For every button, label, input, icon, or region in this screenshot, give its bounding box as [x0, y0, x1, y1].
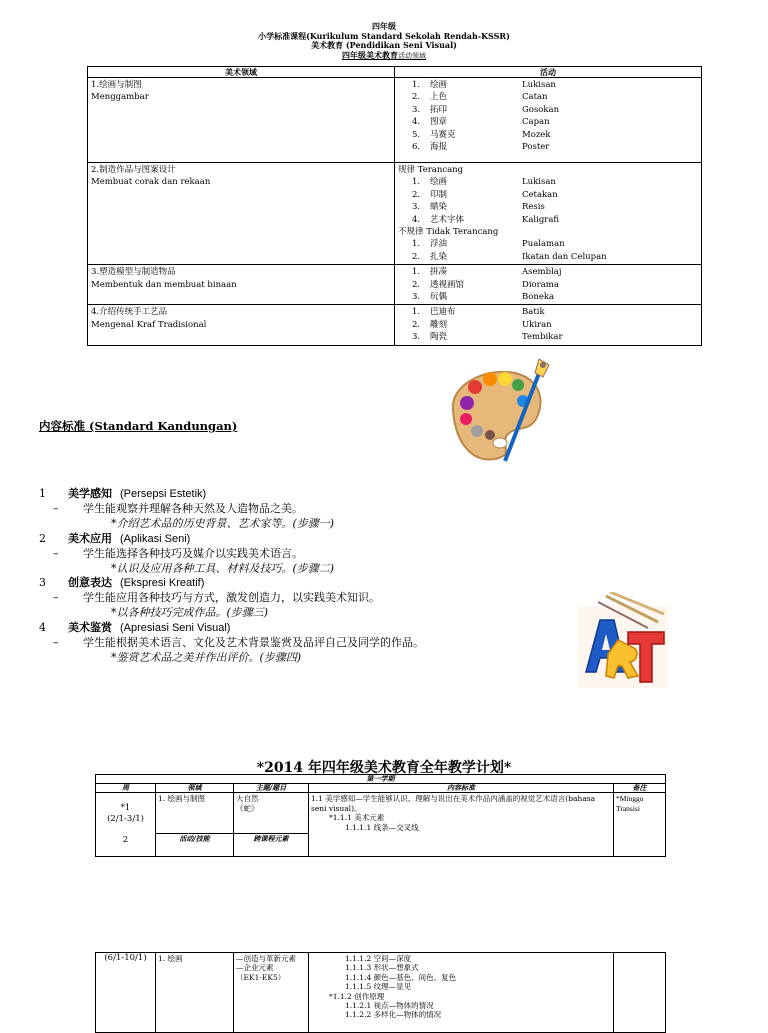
standard-subitem: 1.1.1.4 颜色—基色、间色、复色: [345, 972, 457, 982]
col-header-theme: 主题/题目: [234, 784, 309, 793]
activity-item: 2. 上色 Catan: [412, 92, 548, 103]
header-activity-areas: [0, 51, 768, 62]
standard-description: 学生能选择各种技巧及媒介以实践美术语言。: [83, 546, 303, 560]
header-subject-grade: 四年级美术教育: [342, 49, 398, 60]
activity-item: 2. 扎染 Ikatan dan Celupan: [412, 251, 607, 262]
header-curriculum: 小学标准课程(Kurikulum Standard Sekolah Rendah-KSSR): [258, 30, 510, 41]
standard-subitem: 1.1.1.2 空间—深度: [345, 954, 412, 963]
activity-item: 2. 透视画馆 Diorama: [412, 279, 559, 290]
domain-name-ml: Membuat corak dan rekaan: [91, 177, 211, 188]
col-header-standard: 内容标准: [309, 784, 614, 793]
table-row: [88, 78, 702, 163]
standard-note: *介绍艺术品的历史背景、艺术家等。(步骤一): [111, 516, 335, 530]
activity-item: 1. 绘画 Lukisan: [412, 80, 556, 90]
domain-cell: [88, 305, 395, 345]
standard-description: 学生能根据美术语言、文化及艺术背景鉴赏及品评自己及同学的作品。: [83, 636, 424, 650]
remark-cell: [614, 793, 666, 857]
standard-text: 1.1 美学感知—学生能够认识、理解与说出在美术作品内涵盖的视觉艺术语言(bahasa seni visual)。: [311, 794, 596, 813]
table-row: [96, 953, 666, 1033]
content-standard-title: 内容标准 (Standard Kandungan): [39, 419, 238, 433]
area-name: 1. 绘画与制图: [158, 794, 206, 803]
col-header-area: 领域: [156, 784, 234, 793]
week-dates: (2/1-3/1): [107, 814, 144, 824]
remark-text: *Minggu Transisi: [616, 794, 644, 813]
teaching-plan-table-continued: [95, 952, 666, 1033]
theme-cell: [234, 793, 309, 857]
activity-group-label: 不规律 Tidak Terancang: [398, 227, 499, 238]
activity-item: 3. 拓印 Gosokan: [412, 104, 560, 115]
table-header-row: [88, 67, 702, 78]
domain-cell: [88, 265, 395, 305]
standard-number: 4: [39, 621, 46, 635]
activity-cell: [395, 305, 702, 345]
teaching-plan-table: [95, 774, 666, 857]
domain-name-cn: 1.绘画与制图: [91, 80, 142, 90]
standard-name-ml: (Apresiasi Seni Visual): [120, 622, 231, 635]
sub-header-activity-skill: 活动/技能: [156, 833, 233, 844]
activity-item: 2. 印制 Cetakan: [412, 189, 558, 200]
activity-item: 2. 雕刻 Ukiran: [412, 319, 552, 330]
remark-cell: [614, 953, 666, 1033]
standard-name-cn: 创意表达: [68, 576, 112, 590]
domain-cell: [88, 78, 395, 163]
domain-cell: [88, 163, 395, 265]
standard-subitem: 1.1.2.2 多样化—物体的情况: [345, 1010, 442, 1020]
art-letters-icon: [578, 592, 668, 688]
art-domain-table: [87, 66, 702, 346]
theme-title: 《蛇》: [236, 803, 259, 813]
standard-item: 2 美术应用 (Aplikasi Seni) – 学生能选择各种技巧及媒介以实践美术语言。 *认识及应用各种工具、材料及技巧。(步骤二): [39, 532, 559, 577]
standard-name-cn: 美术应用: [68, 531, 112, 545]
domain-name-cn: 2.制造作品与图案设计: [91, 165, 176, 175]
element-item: —创造与革新元素: [236, 954, 296, 963]
standard-item: 1 美学感知 (Persepsi Estetik) – 学生能观察并理解各种天然及人造物品之美。 *介绍艺术品的历史背景、艺术家等。(步骤一): [39, 487, 559, 532]
standard-description: 学生能观察并理解各种天然及人造物品之美。: [83, 501, 303, 515]
header-grade: 四年级: [372, 21, 396, 31]
activity-item: 3. 玩偶 Boneka: [412, 292, 555, 303]
activity-cell: [395, 163, 702, 265]
standard-name-ml: (Ekspresi Kreatif): [120, 577, 205, 590]
plan-title: *2014 年四年级美术教育全年教学计划*: [256, 760, 512, 776]
activity-item: 1. 绘画 Lukisan: [412, 177, 556, 188]
activity-cell: [395, 265, 702, 305]
standard-subitem: *1.1.2 创作原理: [329, 991, 385, 1001]
col-header-week: 周: [96, 784, 156, 793]
activity-item: 1. 巴迪布 Batik: [412, 307, 545, 318]
standard-name-ml: (Persepsi Estetik): [120, 488, 207, 500]
element-item: （EK1-EK5）: [236, 972, 286, 982]
week-cell: [96, 953, 156, 1033]
domain-name-ml: Mengenal Kraf Tradisional: [91, 319, 207, 330]
table-row: [88, 163, 702, 265]
sub-header-cross-curriculum: 跨课程元素: [234, 833, 308, 844]
standards-list: [39, 487, 559, 666]
standard-note: *以各种技巧完成作品。(步骤三): [111, 606, 269, 620]
activity-item: 1. 拼凑 Asemblaj: [412, 267, 562, 278]
col-header-remark: 备注: [614, 784, 666, 793]
area-cell: [156, 953, 234, 1033]
art-letters-image: [578, 592, 668, 688]
standard-subitem: *1.1.1 美术元素: [329, 813, 385, 822]
elements-cell: [234, 953, 309, 1033]
table-row: [88, 305, 702, 345]
document-header: [0, 22, 768, 61]
activity-group-label: 规律 Terancang: [398, 165, 464, 175]
standard-subitem: 1.1.1.1 线条—交叉线: [345, 822, 419, 832]
standard-name-cn: 美术鉴赏: [68, 621, 112, 635]
standard-name-cn: 美学感知: [68, 487, 112, 500]
standard-number: 2: [39, 531, 46, 545]
activity-item: 4. 艺术字体 Kaligrafi: [412, 214, 560, 225]
standard-description: 学生能应用各种技巧与方式，激发创造力，以实践美术知识。: [83, 591, 380, 605]
activity-item: 3. 陶瓷 Tembikar: [412, 332, 563, 343]
standard-subitem: 1.1.1.5 纹理—显见: [345, 982, 412, 992]
table-row: [96, 793, 666, 857]
term-row: [96, 775, 666, 784]
area-cell: [156, 793, 234, 857]
standard-cell: [309, 793, 614, 857]
standard-note: *认识及应用各种工具、材料及技巧。(步骤二): [111, 561, 335, 575]
week-dates: (6/1-10/1): [104, 953, 147, 963]
standard-item: 4 美术鉴赏 (Apresiasi Seni Visual) – 学生能根据美术语言、文化及艺术背景鉴赏及品评自己及同学的作品。 *鉴赏艺术品之美并作出评价。(步骤四): [39, 621, 559, 666]
activity-item: 6. 海报 Poster: [412, 142, 550, 153]
week-number: 2: [122, 835, 129, 845]
activity-item: 3. 蜡染 Resis: [412, 202, 545, 213]
area-name: 1. 绘画: [158, 954, 183, 963]
activity-cell: [395, 78, 702, 163]
domain-name-ml: Membentuk dan membuat binaan: [91, 279, 237, 290]
domain-name-cn: 4.介绍传统手工艺品: [91, 307, 168, 318]
element-item: —企业元素: [236, 963, 274, 973]
standard-subitem: 1.1.2.1 视点—物体的情况: [345, 1001, 434, 1011]
col-header-activity: 活动: [395, 67, 702, 78]
table-header-row: [96, 784, 666, 793]
week-number: *1: [120, 803, 131, 813]
standard-cell: [309, 953, 614, 1033]
header-activity-label: 活动领域: [398, 51, 426, 60]
domain-name-ml: Menggambar: [91, 92, 149, 103]
domain-name-cn: 3.塑造模型与制造物品: [91, 267, 176, 278]
standard-name-ml: (Aplikasi Seni): [120, 532, 191, 545]
standard-subitem: 1.1.1.3 形状—想象式: [345, 963, 419, 973]
paint-palette-icon: [445, 355, 555, 465]
table-row: [88, 265, 702, 305]
theme-name: 大自然: [236, 794, 259, 803]
col-header-domain: 美术领域: [88, 67, 395, 78]
standard-note: *鉴赏艺术品之美并作出评价。(步骤四): [111, 650, 302, 664]
standard-item: 3 创意表达 (Ekspresi Kreatif) – 学生能应用各种技巧与方式，激发创造力，以实践美术知识。 *以各种技巧完成作品。(步骤三): [39, 576, 559, 621]
paint-palette-image: [445, 355, 555, 465]
week-cell: [96, 793, 156, 857]
header-subject: 美术教育 (Pendidikan Seni Visual): [311, 40, 457, 50]
activity-item: 1. 浮油 Pualaman: [412, 239, 565, 250]
standard-number: 3: [39, 576, 46, 590]
term-label: 第一学期: [96, 775, 666, 784]
standard-number: 1: [39, 487, 46, 500]
activity-item: 5. 马赛克 Mozek: [412, 129, 551, 140]
activity-item: 4. 图章 Capan: [412, 117, 550, 128]
